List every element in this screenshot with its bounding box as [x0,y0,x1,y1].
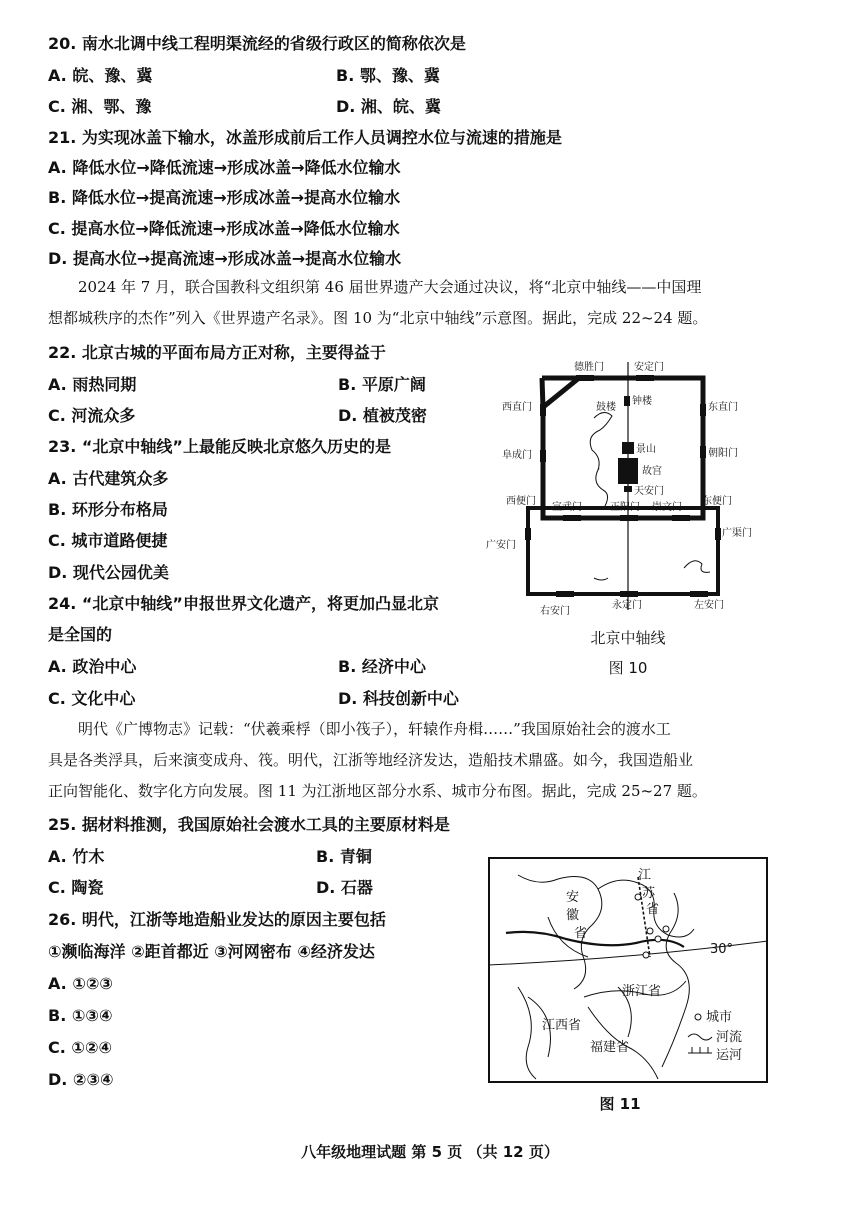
label-youanmen: 右安门 [540,606,570,616]
label-zhejiang: 浙江省 [622,984,662,999]
q24-option-d[interactable]: D. 科技创新中心 [338,689,459,708]
q26-option-c[interactable]: C. ①②④ [48,1038,113,1057]
label-xuanwumen: 宣武门 [552,502,582,513]
label-jingshan: 景山 [636,444,656,455]
legend-canal-symbol [688,1047,712,1053]
label-dongzhimen: 东直门 [708,402,738,413]
label-yongdingmen: 永定门 [612,600,642,611]
label-anhui-3: 省 [574,926,588,941]
q22-option-a[interactable]: A. 雨热同期 [48,375,137,394]
gate-dongzhimen-mark [700,404,706,416]
jingshan-mark [622,442,634,454]
label-xizhimen: 西直门 [502,402,532,413]
city-marker [663,926,669,932]
q20-option-b[interactable]: B. 鄂、豫、冀 [336,66,440,85]
material2-line2: 想都城秩序的杰作”列入《世界遗产名录》。图 10 为“北京中轴线”示意图。据此，完成 22~24 题。 [48,309,708,327]
label-latitude-30: 30° [710,942,734,957]
legend-canal-label: 运河 [716,1048,743,1063]
material3-line3: 正向智能化、数字化方向发展。图 11 为江浙地区部分水系、城市分布图。据此，完成 25~27 题。 [48,782,707,800]
label-chaoyangmen: 朝阳门 [708,448,738,459]
label-jiangsu-1: 江 [638,868,652,883]
q20-stem: 20. 南水北调中线工程明渠流经的省级行政区的简称依次是 [48,34,466,53]
gate-guangqumen-mark [715,528,721,540]
material2-line1: 2024 年 7 月，联合国教科文组织第 46 届世界遗产大会通过决议，将“北京中轴线——中国理 [78,278,702,296]
material3-line1: 明代《广博物志》记载：“伏羲乘桴（即小筏子），轩辕作舟楫……”我国原始社会的渡水工 [78,720,671,738]
gate-youanmen-mark [556,591,574,597]
gate-deshengmen-mark [576,375,594,381]
q25-stem: 25. 据材料推测，我国原始社会渡水工具的主要原材料是 [48,815,450,834]
q22-stem: 22. 北京古城的平面布局方正对称，主要得益于 [48,343,386,362]
lake-zhongnanhai [596,468,608,506]
label-anhui-2: 徽 [566,908,580,923]
gate-andingmen-mark [636,375,654,381]
gate-fuchengmen-mark [540,450,546,462]
q23-option-b[interactable]: B. 环形分布格局 [48,500,168,519]
gate-xizhimen-mark [540,404,546,416]
figure-11-caption: 图 11 [599,1095,641,1113]
q20-option-d[interactable]: D. 湘、皖、冀 [336,97,441,116]
gate-xuanwumen-mark [563,515,581,521]
label-anhui-1: 安 [566,890,580,905]
label-gugong: 故宫 [642,466,662,477]
q22-option-b[interactable]: B. 平原广阔 [338,375,426,394]
label-jiangxi: 江西省 [542,1018,582,1033]
label-fuchengmen: 阜成门 [502,450,532,461]
q21-stem: 21. 为实现冰盖下输水，冰盖形成前后工作人员调控水位与流速的措施是 [48,128,562,147]
q24-stem-cont: 是全国的 [48,625,113,644]
q24-option-a[interactable]: A. 政治中心 [48,657,137,676]
city-marker [643,952,649,958]
label-zuoanmen: 左安门 [694,600,724,611]
label-xibianmen: 西便门 [506,496,536,507]
label-tiananmen: 天安门 [634,486,664,497]
q25-option-d[interactable]: D. 石器 [316,878,373,897]
figure-10-title: 北京中轴线 [590,629,666,647]
label-andingmen: 安定门 [634,362,664,373]
q23-option-a[interactable]: A. 古代建筑众多 [48,469,169,488]
gate-chongwenmen-mark [672,515,690,521]
q21-option-b[interactable]: B. 降低水位→提高流速→形成冰盖→提高水位输水 [48,188,401,207]
lake-taoranting [594,578,608,580]
q26-option-b[interactable]: B. ①③④ [48,1006,113,1025]
label-zhonglou: 钟楼 [632,396,652,407]
q20-option-a[interactable]: A. 皖、豫、冀 [48,66,153,85]
q22-option-d[interactable]: D. 植被茂密 [338,406,427,425]
q23-option-c[interactable]: C. 城市道路便捷 [48,531,168,550]
lake-shichahai [590,412,612,470]
material-paragraph-2 [48,272,772,334]
figure-10-caption: 图 10 [608,659,648,677]
lake-longtan [684,561,710,573]
legend-river-label: 河流 [716,1030,743,1045]
label-chongwenmen: 崇文门 [652,502,682,513]
gate-guanganmen-mark [525,528,531,540]
q26-stem: 26. 明代，江浙等地造船业发达的原因主要包括 [48,910,386,929]
label-zhengyangmen: 正阳门 [610,502,640,513]
q20-option-c[interactable]: C. 湘、鄂、豫 [48,97,152,116]
page-footer: 八年级地理试题 第 5 页 （共 12 页） [301,1143,559,1161]
q25-option-b[interactable]: B. 青铜 [316,847,372,866]
q24-stem: 24. “北京中轴线”申报世界文化遗产，将更加凸显北京 [48,594,439,613]
gate-yongdingmen-mark [620,591,638,597]
q21-option-d[interactable]: D. 提高水位→提高流速→形成冰盖→提高水位输水 [48,249,402,268]
tiananmen-mark [624,486,632,492]
q26-statements: ①濒临海洋 ②距首都近 ③河网密布 ④经济发达 [48,942,375,961]
city-marker [647,928,653,934]
q26-option-d[interactable]: D. ②③④ [48,1070,114,1089]
q21-option-c[interactable]: C. 提高水位→降低流速→形成冰盖→降低水位输水 [48,219,400,238]
label-guanganmen: 广安门 [486,540,516,551]
label-gulou: 鼓楼 [596,402,616,413]
q23-stem: 23. “北京中轴线”上最能反映北京悠久历史的是 [48,437,391,456]
inner-city-northwest-corner [542,378,579,408]
label-deshengmen: 德胜门 [574,362,604,373]
figure-10-beijing-axis-map [484,358,760,616]
q25-option-c[interactable]: C. 陶瓷 [48,878,104,897]
material3-line2: 具是各类浮具，后来演变成舟、筏。明代，江浙等地经济发达，造船技术鼎盛。如今，我国造船业 [48,751,694,769]
zhonglou-mark [624,396,630,406]
q23-option-d[interactable]: D. 现代公园优美 [48,563,169,582]
city-marker [655,936,661,942]
q25-option-a[interactable]: A. 竹木 [48,847,105,866]
q24-option-c[interactable]: C. 文化中心 [48,689,136,708]
label-dongbianmen: 东便门 [702,496,732,507]
figure-11-jiangzhe-map [488,857,768,1083]
q22-option-c[interactable]: C. 河流众多 [48,406,136,425]
gate-zhengyangmen-mark [620,515,638,521]
gugong-mark [618,458,638,484]
q21-option-a[interactable]: A. 降低水位→降低流速→形成冰盖→降低水位输水 [48,158,401,177]
q26-option-a[interactable]: A. ①②③ [48,974,113,993]
label-jiangsu-3: 省 [646,902,660,917]
gate-zuoanmen-mark [690,591,708,597]
label-fujian: 福建省 [590,1040,630,1055]
legend-city-marker [695,1014,701,1020]
gate-chaoyangmen-mark [700,446,706,458]
material-paragraph-3 [48,714,772,807]
legend-city-label: 城市 [706,1010,733,1025]
label-guangqumen: 广渠门 [722,528,752,539]
q24-option-b[interactable]: B. 经济中心 [338,657,426,676]
label-jiangsu-2: 苏 [642,886,656,901]
city-marker [635,894,641,900]
